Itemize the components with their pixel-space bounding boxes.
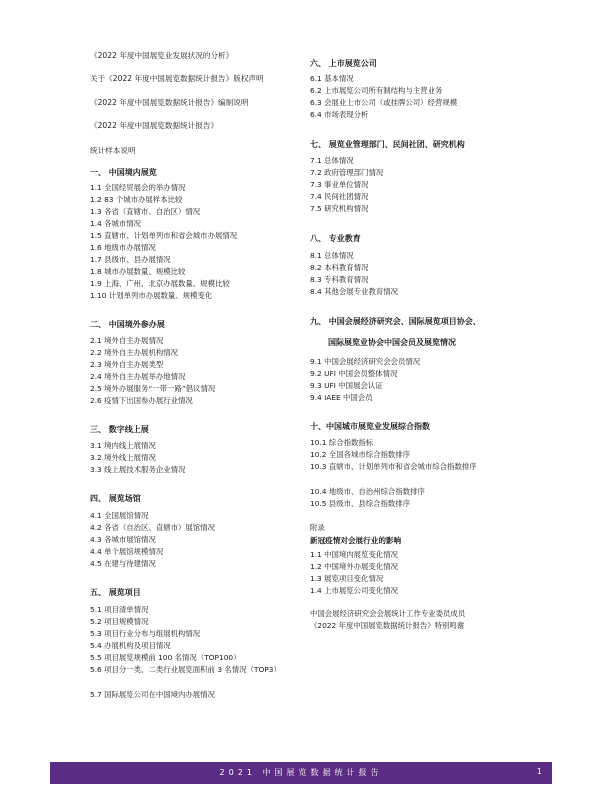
page-number: 1	[536, 767, 542, 776]
toc-item[interactable]: 5.7 国际展览公司在中国境内办展情况	[90, 690, 215, 699]
toc-item[interactable]: 4.2 各省（自治区、直辖市）展馆情况	[90, 523, 215, 532]
toc-item[interactable]: 1.1 中国境内展览变化情况	[310, 550, 399, 559]
toc-item[interactable]: 4.1 全国展馆情况	[90, 511, 149, 520]
toc-item[interactable]: 5.5 项目展览规模前 100 名情况（TOP100）	[90, 653, 241, 662]
toc-item[interactable]: 7.2 政府管理部门情况	[310, 168, 384, 177]
toc-line-report[interactable]: 《2022 年度中国展览数据统计报告》	[90, 121, 219, 130]
toc-item[interactable]: 10.2 全国各城市综合指数排序	[310, 450, 411, 459]
toc-item[interactable]: 1.2 83 个城市办展样本比较	[90, 195, 183, 204]
toc-item[interactable]: 2.6 疫情下出国参办展行业情况	[90, 396, 193, 405]
toc-item[interactable]: 6.3 会展业上市公司（或挂牌公司）经营规模	[310, 98, 458, 107]
section-title-9-continued[interactable]: 国际展览业协会中国会员及展览情况	[328, 338, 456, 347]
toc-item[interactable]: 8.3 专科教育情况	[310, 275, 369, 284]
toc-item[interactable]: 6.4 市场表现分析	[310, 110, 369, 119]
toc-item[interactable]: 1.2 中国境外办展变化情况	[310, 562, 399, 571]
toc-item[interactable]: 5.1 项目清单情况	[90, 605, 149, 614]
toc-item[interactable]: 3.1 境内线上展情况	[90, 441, 156, 450]
toc-item[interactable]: 8.1 总体情况	[310, 251, 354, 260]
appendix-title[interactable]: 新冠疫情对会展行业的影响	[310, 536, 402, 545]
toc-item[interactable]: 4.5 在建与待建情况	[90, 559, 156, 568]
toc-item[interactable]: 1.4 上市展览公司变化情况	[310, 586, 399, 595]
acknowledgement-line[interactable]: 中国会展经济研究会会展统计工作专业委员成员	[310, 609, 466, 618]
toc-item[interactable]: 1.5 直辖市、计划单列市和省会城市办展情况	[90, 231, 238, 240]
toc-item[interactable]: 10.3 直辖市、计划单列市和省会城市综合指数排序	[310, 462, 477, 471]
footer-bar	[50, 762, 552, 784]
appendix-label: 附录	[310, 523, 325, 532]
toc-item[interactable]: 1.9 上海、广州、北京办展数量、规模比较	[90, 279, 230, 288]
section-title-10[interactable]: 十、中国城市展览业发展综合指数	[310, 422, 430, 431]
toc-item[interactable]: 7.3 事业单位情况	[310, 180, 369, 189]
section-title-7[interactable]: 七、 展览业管理部门、民间社团、研究机构	[310, 140, 465, 149]
section-title-9[interactable]: 九、 中国会展经济研究会、国际展览项目协会、	[310, 317, 481, 326]
toc-item[interactable]: 7.5 研究机构情况	[310, 204, 369, 213]
acknowledgement-line[interactable]: 《2022 年度中国展览数据统计报告》特别鸣谢	[310, 621, 465, 630]
toc-item[interactable]: 8.4 其他会展专业教育情况	[310, 287, 399, 296]
toc-item[interactable]: 7.1 总体情况	[310, 156, 354, 165]
toc-item[interactable]: 7.4 民间社团情况	[310, 192, 369, 201]
toc-item[interactable]: 2.1 境外自主办展情况	[90, 336, 164, 345]
section-title-1[interactable]: 一、 中国境内展览	[90, 168, 157, 177]
toc-line-copyright[interactable]: 关于《2022 年度中国展览数据统计报告》版权声明	[90, 74, 264, 83]
toc-item[interactable]: 1.10 计划单列市办展数量、规模变化	[90, 291, 213, 300]
toc-item[interactable]: 3.2 境外线上展情况	[90, 453, 156, 462]
toc-item[interactable]: 9.2 UFI 中国会员整体情况	[310, 369, 398, 378]
toc-item[interactable]: 1.8 城市办展数量、规模比较	[90, 267, 186, 276]
toc-item[interactable]: 1.1 全国经贸展会的举办情况	[90, 183, 186, 192]
toc-item[interactable]: 6.2 上市展览公司所有制结构与主营业务	[310, 86, 443, 95]
toc-item[interactable]: 1.3 展览项目变化情况	[310, 574, 384, 583]
toc-item[interactable]: 1.6 地级市办展情况	[90, 243, 156, 252]
section-title-6[interactable]: 六、 上市展览公司	[310, 59, 377, 68]
toc-item[interactable]: 2.4 境外自主办展举办地情况	[90, 372, 186, 381]
toc-item[interactable]: 1.4 各城市情况	[90, 219, 142, 228]
section-title-2[interactable]: 二、 中国境外参办展	[90, 320, 165, 329]
toc-item[interactable]: 1.3 各省（直辖市、自治区）情况	[90, 207, 201, 216]
toc-item[interactable]: 10.4 地级市、自治州综合指数排序	[310, 487, 425, 496]
toc-item[interactable]: 9.3 UFI 中国展会认证	[310, 381, 383, 390]
section-title-5[interactable]: 五、 展览项目	[90, 588, 141, 597]
toc-item[interactable]: 5.3 项目行业分布与组展机构情况	[90, 629, 201, 638]
toc-item[interactable]: 6.1 基本情况	[310, 74, 354, 83]
footer-title: 2021 中国展览数据统计报告	[219, 768, 383, 777]
toc-item[interactable]: 9.4 IAEE 中国会员	[310, 393, 373, 402]
toc-line-analysis[interactable]: 《2022 年度中国展览业发展状况的分析》	[90, 51, 234, 60]
toc-item[interactable]: 1.7 县级市、县办展情况	[90, 255, 171, 264]
toc-item[interactable]: 2.2 境外自主办展机构情况	[90, 348, 179, 357]
toc-item[interactable]: 9.1 中国会展经济研究会会员情况	[310, 357, 421, 366]
section-title-4[interactable]: 四、 展览场馆	[90, 494, 141, 503]
section-title-8[interactable]: 八、 专业教育	[310, 234, 361, 243]
toc-item[interactable]: 4.3 各城市展馆情况	[90, 535, 156, 544]
toc-item[interactable]: 10.5 县级市、县综合指数排序	[310, 499, 411, 508]
toc-item[interactable]: 8.2 本科教育情况	[310, 263, 369, 272]
section-title-3[interactable]: 三、 数字线上展	[90, 425, 149, 434]
toc-item[interactable]: 5.6 项目分一类、二类行业展览面积前 3 名情况（TOP3）	[90, 665, 281, 674]
toc-line-compilation[interactable]: 《2022 年度中国展览数据统计报告》编制说明	[90, 98, 249, 107]
toc-item[interactable]: 3.3 线上展技术服务企业情况	[90, 465, 186, 474]
toc-item[interactable]: 5.2 项目规模情况	[90, 617, 149, 626]
toc-item[interactable]: 10.1 综合指数指标	[310, 438, 374, 447]
toc-line-sample[interactable]: 统计样本说明	[90, 146, 136, 155]
toc-item[interactable]: 5.4 办展机构及项目情况	[90, 641, 171, 650]
toc-item[interactable]: 2.5 境外办展服务“一带一路”倡议情况	[90, 384, 216, 393]
toc-item[interactable]: 4.4 单个展馆规模情况	[90, 547, 164, 556]
toc-item[interactable]: 2.3 境外自主办展类型	[90, 360, 164, 369]
